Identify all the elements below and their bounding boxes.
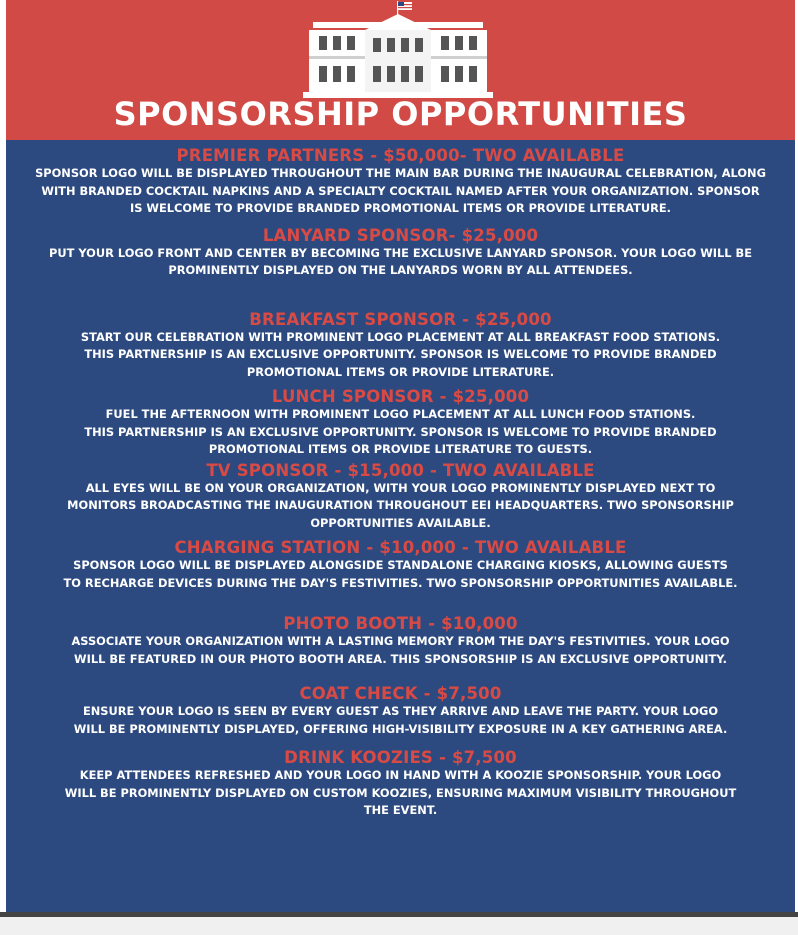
description-line: IS WELCOME TO PROVIDE BRANDED PROMOTIONAL ITEMS OR PROVIDE LITERATURE. (130, 201, 671, 215)
description-line: THIS PARTNERSHIP IS AN EXCLUSIVE OPPORTUNITY. SPONSOR IS WELCOME TO PROVIDE BRANDED (84, 424, 717, 439)
sponsorship-list (6, 140, 795, 820)
description-line: SPONSOR LOGO WILL BE DISPLAYED THROUGHOUT THE MAIN BAR DURING THE INAUGURAL CELEBRATION, ALONG (35, 166, 766, 180)
sponsorship-section (6, 310, 795, 382)
section-description (6, 633, 795, 668)
header-banner (6, 0, 795, 140)
section-title: PREMIER PARTNERS - $50,000- TWO AVAILABLE (176, 146, 625, 165)
sponsorship-flyer (6, 0, 795, 918)
sponsorship-section (6, 538, 795, 592)
section-description (6, 329, 795, 382)
description-line: KEEP ATTENDEES REFRESHED AND YOUR LOGO IN HAND WITH A KOOZIE SPONSORSHIP. YOUR LOGO (79, 768, 722, 782)
bottom-border (0, 912, 798, 935)
description-line: MONITORS BROADCASTING THE INAUGURATION THROUGHOUT EEI HEADQUARTERS. TWO SPONSORSHIP (67, 498, 734, 512)
sponsorship-section (6, 684, 795, 738)
section-description (6, 245, 795, 280)
description-line: PROMINENTLY DISPLAYED ON THE LANYARDS WORN BY ALL ATTENDEES. (168, 263, 633, 277)
section-title: PHOTO BOOTH - $10,000 (283, 614, 518, 633)
description-line: THE EVENT. (363, 803, 438, 817)
section-description (6, 165, 795, 218)
description-line: FUEL THE AFTERNOON WITH PROMINENT LOGO PLACEMENT AT ALL LUNCH FOOD STATIONS. (105, 407, 696, 421)
description-line: START OUR CELEBRATION WITH PROMINENT LOGO PLACEMENT AT ALL BREAKFAST FOOD STATIONS. (80, 329, 721, 344)
sponsorship-section (6, 748, 795, 820)
description-line: WILL BE PROMINENTLY DISPLAYED, OFFERING HIGH-VISIBILITY EXPOSURE IN A KEY GATHERING AREA. (73, 721, 728, 736)
description-line: PROMOTIONAL ITEMS OR PROVIDE LITERATURE TO GUESTS. (208, 442, 593, 456)
sponsorship-section (6, 226, 795, 280)
section-title: LUNCH SPONSOR - $25,000 (271, 387, 530, 406)
section-title: TV SPONSOR - $15,000 - TWO AVAILABLE (206, 460, 595, 480)
description-line: PROMOTIONAL ITEMS OR PROVIDE LITERATURE. (246, 364, 555, 379)
description-line: WITH BRANDED COCKTAIL NAPKINS AND A SPECIALTY COCKTAIL NAMED AFTER YOUR ORGANIZATION. SPONSOR (41, 183, 760, 198)
section-description (6, 557, 795, 592)
description-line: TO RECHARGE DEVICES DURING THE DAY'S FESTIVITIES. TWO SPONSORSHIP OPPORTUNITIES AVAILABLE. (63, 575, 738, 590)
description-line: WILL BE FEATURED IN OUR PHOTO BOOTH AREA. THIS SPONSORSHIP IS AN EXCLUSIVE OPPORTUNITY. (74, 651, 727, 666)
white-house-icon (303, 0, 493, 98)
section-description (6, 703, 795, 738)
section-title: BREAKFAST SPONSOR - $25,000 (249, 309, 552, 329)
section-title: CHARGING STATION - $10,000 - TWO AVAILABLE (174, 538, 627, 557)
section-title: DRINK KOOZIES - $7,500 (284, 748, 517, 767)
section-title: COAT CHECK - $7,500 (299, 684, 502, 703)
section-title: LANYARD SPONSOR- $25,000 (262, 225, 539, 245)
page-title: SPONSORSHIP OPPORTUNITIES (113, 95, 688, 133)
description-line: PUT YOUR LOGO FRONT AND CENTER BY BECOMING THE EXCLUSIVE LANYARD SPONSOR. YOUR LOGO WILL BE (49, 245, 752, 260)
description-line: WILL BE PROMINENTLY DISPLAYED ON CUSTOM KOOZIES, ENSURING MAXIMUM VISIBILITY THROUGHOUT (64, 785, 737, 800)
description-line: OPPORTUNITIES AVAILABLE. (310, 515, 491, 530)
section-description (6, 406, 795, 459)
description-line: ENSURE YOUR LOGO IS SEEN BY EVERY GUEST AS THEY ARRIVE AND LEAVE THE PARTY. YOUR LOGO (82, 704, 719, 718)
description-line: SPONSOR LOGO WILL BE DISPLAYED ALONGSIDE STANDALONE CHARGING KIOSKS, ALLOWING GUESTS (73, 558, 728, 572)
sponsorship-section (6, 387, 795, 459)
description-line: ASSOCIATE YOUR ORGANIZATION WITH A LASTING MEMORY FROM THE DAY'S FESTIVITIES. YOUR LOGO (71, 634, 730, 648)
sponsorship-section (6, 146, 795, 218)
description-line: ALL EYES WILL BE ON YOUR ORGANIZATION, WITH YOUR LOGO PROMINENTLY DISPLAYED NEXT TO (85, 480, 716, 495)
sponsorship-section (6, 461, 795, 533)
description-line: THIS PARTNERSHIP IS AN EXCLUSIVE OPPORTUNITY. SPONSOR IS WELCOME TO PROVIDE BRANDED (84, 347, 717, 361)
section-description (6, 767, 795, 820)
section-description (6, 480, 795, 533)
sponsorship-section (6, 614, 795, 668)
